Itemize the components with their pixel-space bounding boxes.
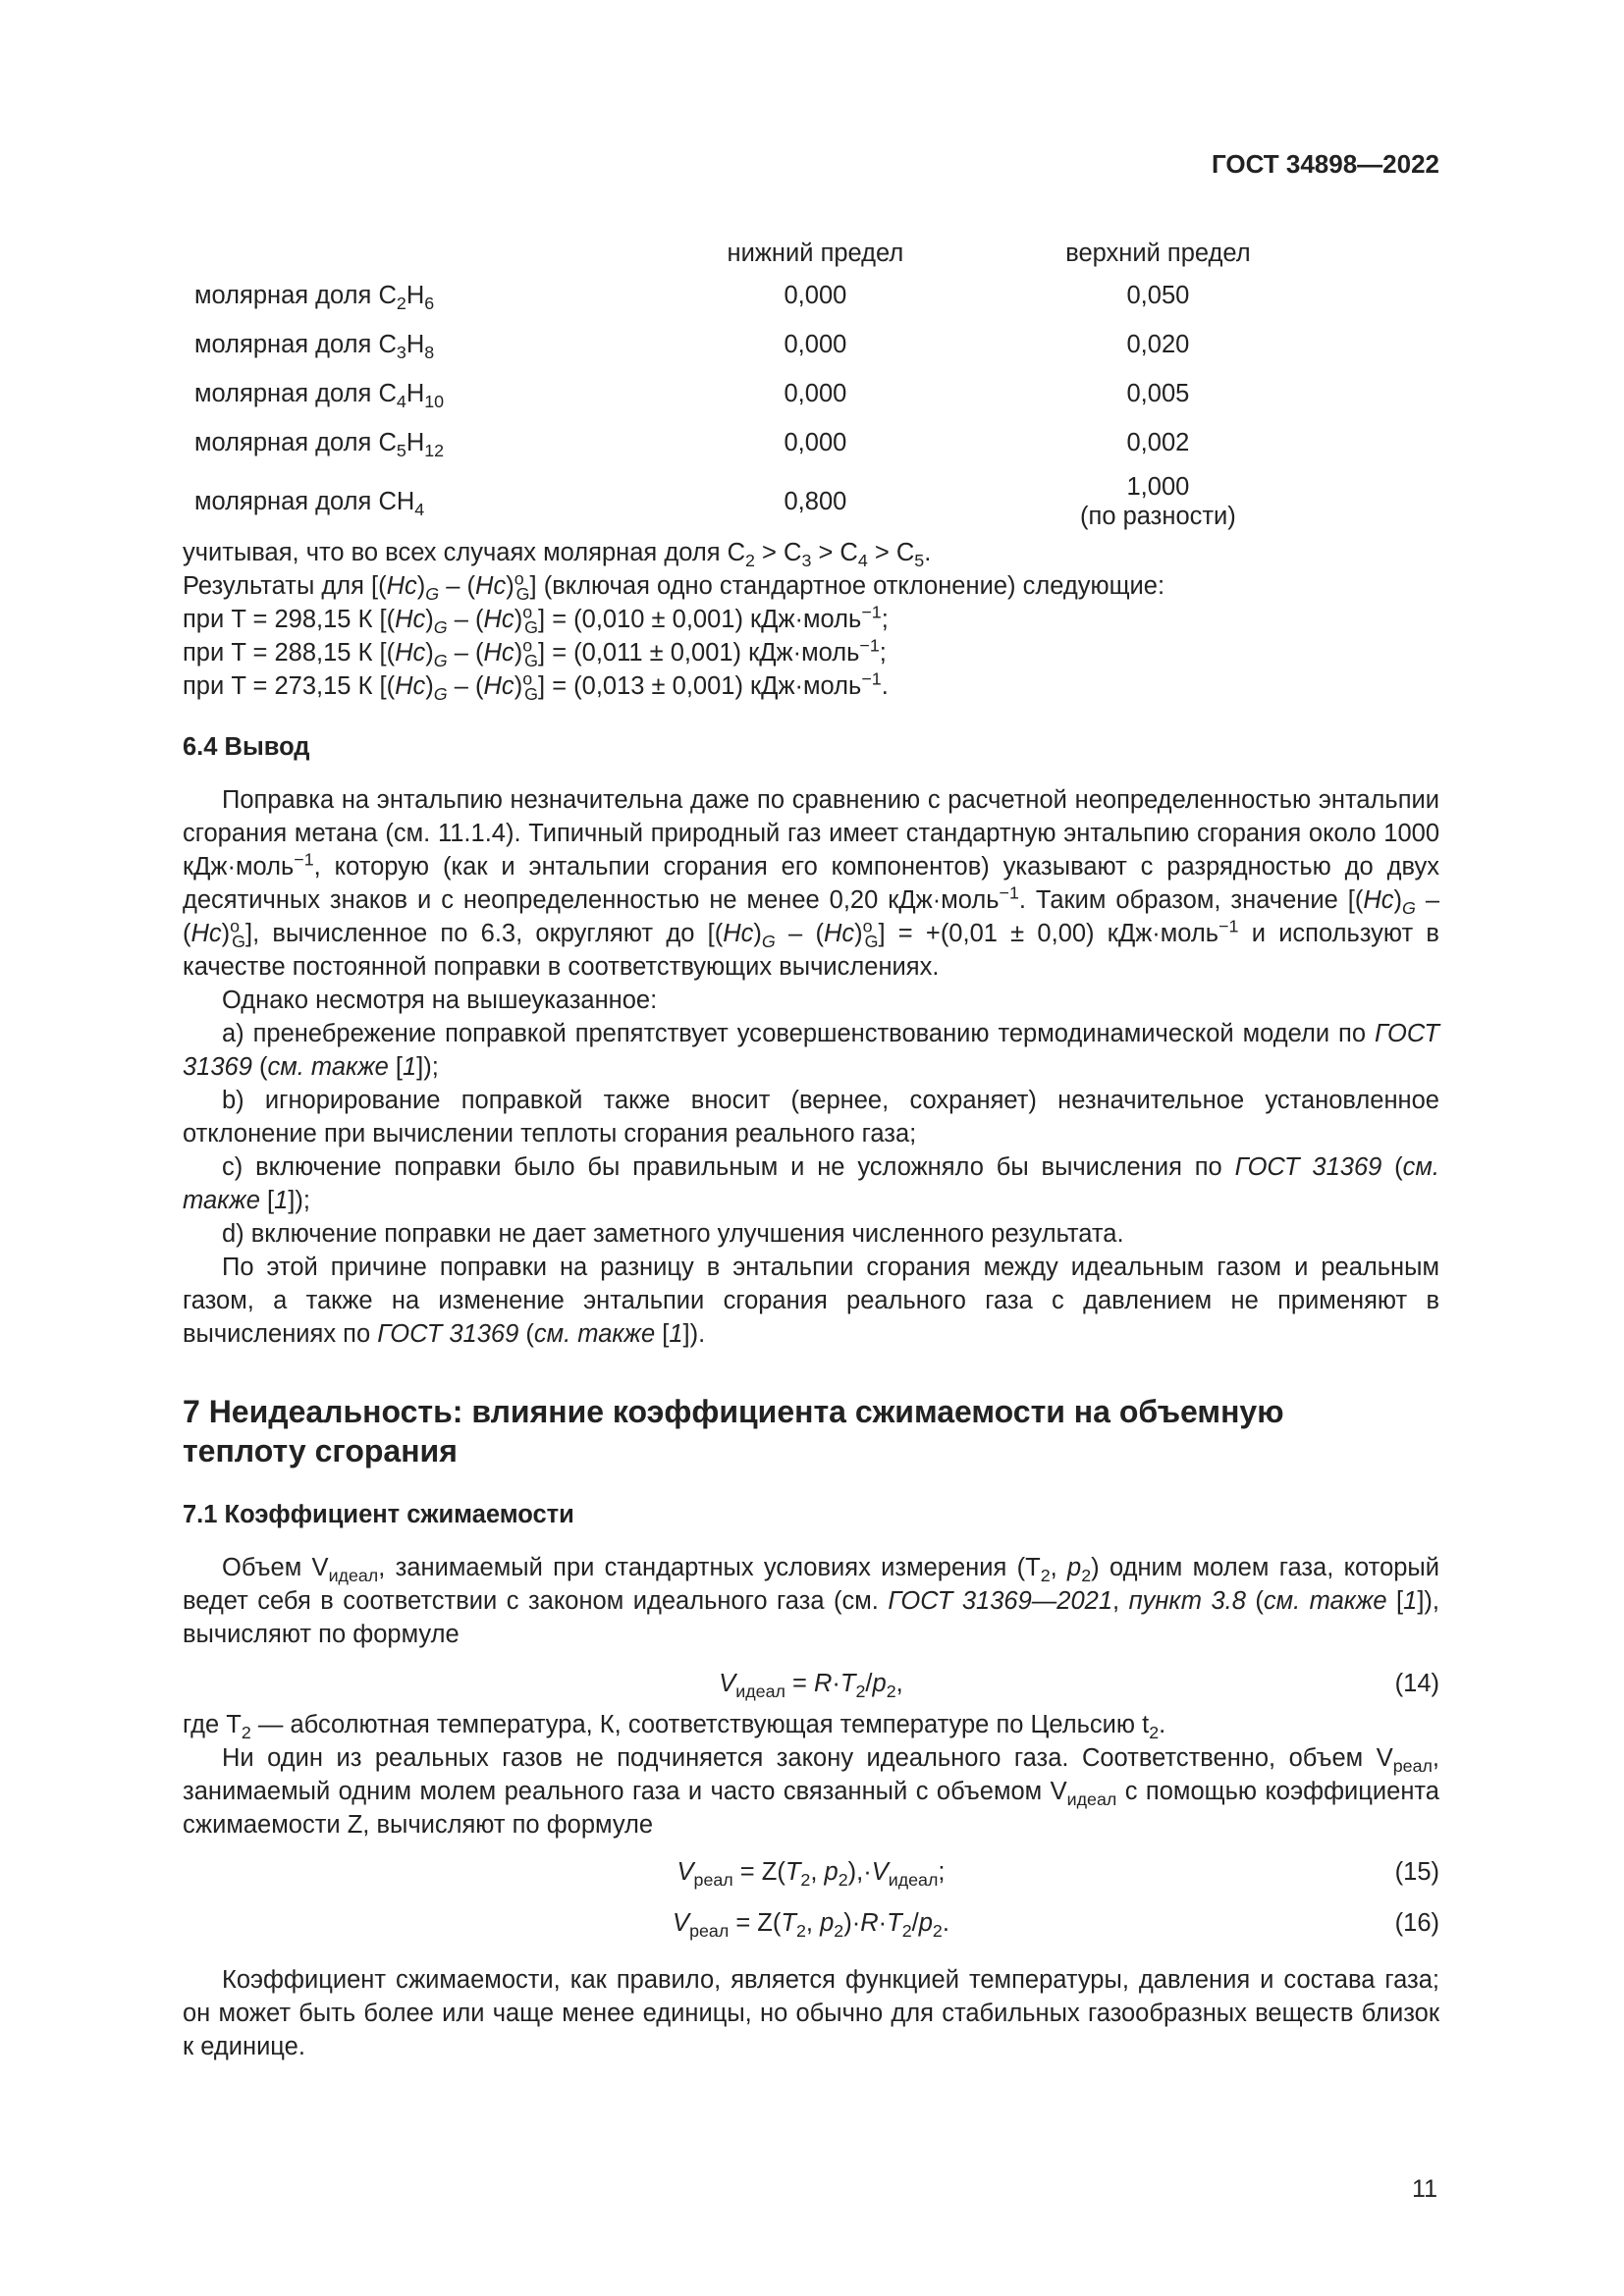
table-row: молярная доля $C_5H_{12}$ 0,000 0,002 xyxy=(194,418,1333,467)
upper-value: 0,050 xyxy=(1126,282,1190,309)
formula-number: (15) xyxy=(1394,1858,1439,1886)
table-header-row xyxy=(194,236,1333,271)
row-label: молярная доля C xyxy=(194,331,397,358)
formula-number: (14) xyxy=(1394,1670,1439,1697)
lower-value: 0,000 xyxy=(784,380,847,407)
paragraph: Ни один из реальных газов не подчиняется закону идеального газа. Соответственно, объем $V_{реал}$, занимаемый одним молем реального газа и часто связанный с объемом $V_{идеал}$ с помощью коэффициента сжимаемости Z, вычисляют по формуле xyxy=(183,1744,1439,1839)
formula-16: $V_{реал} = Z(T_2$, $p_2)\cdot R\cdot T_2/p_2$. (16) xyxy=(183,1906,1439,1948)
formula-14: $V_{идеал} = R\cdot T_2/p_2$, (14) xyxy=(183,1667,1439,1708)
list-item-a: a) пренебрежение поправкой препятствует усовершенствованию термодинамической модели по ГОСТ 31369 (см. также [1]); xyxy=(183,1020,1439,1081)
upper-value: 0,005 xyxy=(1126,380,1190,407)
lower-value: 0,000 xyxy=(784,331,847,358)
formula-number: (16) xyxy=(1394,1909,1439,1937)
upper-value: 1,000 (по разности) xyxy=(1080,473,1236,530)
row-label: молярная доля C xyxy=(194,380,397,407)
page-content xyxy=(183,236,1439,2063)
result-line: при T = 273,15 К $[(Hc)_G - (Hc)^o_G] = (0,013 \pm 0,001)$ кДж·моль$^{-1}$. xyxy=(183,668,889,705)
lower-value: 0,000 xyxy=(784,429,847,456)
mole-fraction-table xyxy=(194,236,1333,536)
lower-value: 0,000 xyxy=(784,282,847,309)
section-7-title: 7 Неидеальность: влияние коэффициента сжимаемости на объемную теплоту сгорания xyxy=(183,1394,1284,1468)
row-label: молярная доля C xyxy=(194,282,397,309)
document-header: ГОСТ 34898—2022 xyxy=(1212,149,1439,179)
result-line: при T = 288,15 К $[(Hc)_G - (Hc)^o_G] = (0,011 \pm 0,001)$ кДж·моль$^{-1}$; xyxy=(183,635,887,671)
list-item-c: c) включение поправки было бы правильным и не усложняло бы вычисления по ГОСТ 31369 (см. также [1]); xyxy=(183,1153,1439,1214)
upper-value: 0,002 xyxy=(1126,429,1190,456)
formula-15: $V_{реал} = Z(T_2$, $p_2),\cdot V_{идеал}$; (15) xyxy=(183,1855,1439,1896)
lower-value: 0,800 xyxy=(784,488,847,515)
paragraph: Однако несмотря на вышеуказанное: xyxy=(222,987,658,1014)
row-label: молярная доля CH xyxy=(194,488,415,515)
section-6-4-paragraph: Поправка на энтальпию незначительна даже по сравнению с расчетной неопределенностью энтальпии сгорания метана (см. 11.1.4). Типичный природный газ имеет стандартную энтальпию сгорания около 1000 кДж·моль$^{-1}$, которую (как и энтальпии сгорания его компонентов) указывают с разрядностью до двух десятичных знаков и с неопределенностью не менее 0,20 кДж·моль$^{-1}$. Таким образом, значение $[(Hc)_G - (Hc)^o_G]$, вычисленное по 6.3, округляют до $[(Hc)_G - (Hc)^o_G] = +(0,01 \pm 0,00)$ кДж·моль$^{-1}$ и используют в качестве постоянной поправки в соответствующих вычислениях. xyxy=(183,786,1439,981)
page-number: 11 xyxy=(1412,2175,1437,2203)
where-clause: где $T_2$ — абсолютная температура, К, соответствующая температуре по Цельсию $t_2$. xyxy=(183,1711,1166,1743)
result-line: при T = 298,15 К $[(Hc)_G - (Hc)^o_G] = (0,010 \pm 0,001)$ кДж·моль$^{-1}$; xyxy=(183,602,889,638)
table-row: молярная доля $C_3H_8$ 0,000 0,020 xyxy=(194,320,1333,369)
after-table-text: учитывая, что во всех случаях молярная доля $C_2 > C_3 > C_4 > C_5$. xyxy=(183,539,932,571)
row-label: молярная доля C xyxy=(194,429,397,456)
results-intro: Результаты для $[(Hc)_G - (Hc)^o_G]$ (включая одно стандартное отклонение) следующие: xyxy=(183,568,1165,605)
section-7-1-title: 7.1 Коэффициент сжимаемости xyxy=(183,1501,574,1528)
section-6-4-title: 6.4 Вывод xyxy=(183,733,310,761)
upper-value: 0,020 xyxy=(1126,331,1190,358)
list-item-d: d) включение поправки не дает заметного улучшения численного результата. xyxy=(222,1220,1124,1248)
paragraph: Коэффициент сжимаемости, как правило, является функцией температуры, давления и состава газа; он может быть более или чаще менее единицы, но обычно для стабильных газообразных веществ близок к единице. xyxy=(183,1966,1439,2060)
paragraph: Объем $V_{идеал}$, занимаемый при стандартных условиях измерения ($T_2$, $p_2$) одним молем газа, который ведет себя в соответствии с законом идеального газа (см. ГОСТ 31369—2021, пункт 3.8 (см. также [1]), вычисляют по формуле xyxy=(183,1554,1440,1648)
list-item-b: b) игнорирование поправкой также вносит (вернее, сохраняет) незначительное установленное отклонение при вычислении теплоты сгорания реального газа; xyxy=(183,1087,1439,1148)
col-lower-header: нижний предел xyxy=(727,240,904,267)
table-row: молярная доля $C_2H_6$ 0,000 0,050 xyxy=(194,271,1333,320)
table-row: молярная доля $C_4H_{10}$ 0,000 0,005 xyxy=(194,369,1333,418)
table-row: молярная доля $CH_4$ 0,800 1,000 (по разности) xyxy=(194,467,1333,536)
paragraph: По этой причине поправки на разницу в энтальпии сгорания между идеальным газом и реальным газом, а также на изменение энтальпии сгорания реального газа с давлением не применяют в вычислениях по ГОСТ 31369 (см. также [1]). xyxy=(183,1254,1439,1348)
col-upper-header: верхний предел xyxy=(1065,240,1251,267)
